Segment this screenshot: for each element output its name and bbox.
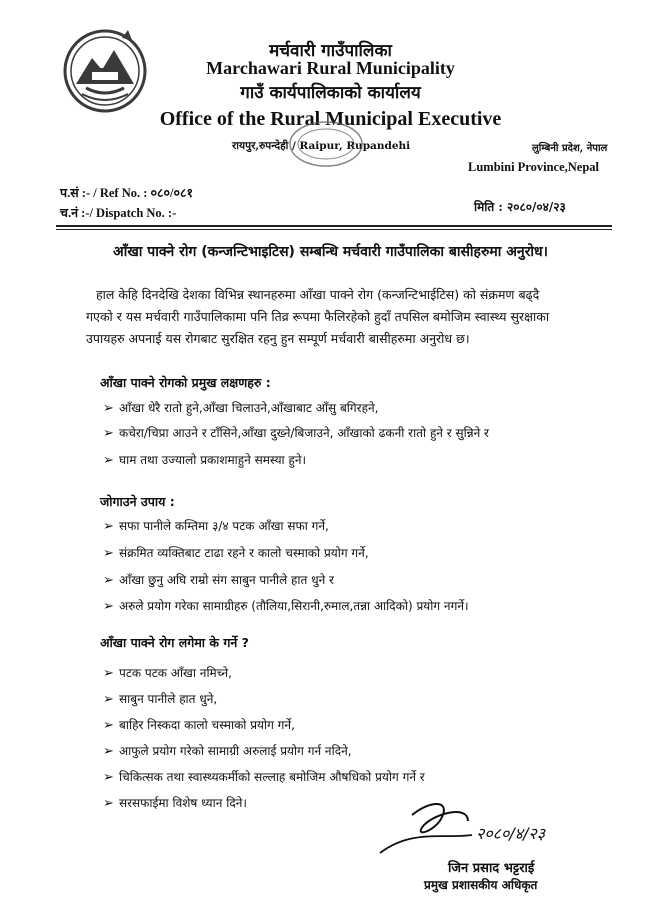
- list-item: ➢ बाहिर निस्कदा कालो चस्माको प्रयोग गर्ने,: [103, 718, 295, 733]
- arrow-bullet-icon: ➢: [103, 546, 114, 561]
- dispatch-number: च.नं :-/ Dispatch No. :-: [60, 206, 177, 220]
- svg-text:२०८०/४/२३: २०८०/४/२३: [476, 824, 546, 843]
- arrow-bullet-icon: ➢: [103, 770, 114, 785]
- header-divider-thin: [56, 229, 612, 230]
- symptoms-heading: आँखा पाक्ने रोगको प्रमुख लक्षणहरु :: [100, 375, 271, 390]
- arrow-bullet-icon: ➢: [103, 573, 114, 588]
- intro-line: हाल केहि दिनदेखि देशका विभिन्न स्थानहरुमा आँखा पाक्ने रोग (कन्जन्टिभाईटिस) को संक्रमण बढ्दै: [96, 287, 540, 302]
- arrow-bullet-icon: ➢: [103, 718, 114, 733]
- signatory-name: जिन प्रसाद भट्टराई: [448, 861, 535, 876]
- address: रायपुर,रुपन्देही / Raipur, Rupandehi: [232, 140, 411, 152]
- province-nepali: लुम्बिनी प्रदेश, नेपाल: [532, 143, 608, 154]
- arrow-bullet-icon: ➢: [103, 426, 114, 441]
- office-name-english: Office of the Rural Municipal Executive: [159, 108, 502, 130]
- municipality-name-nepali: मर्चवारी गाउँपालिका: [269, 41, 392, 61]
- office-name-nepali: गाउँ कार्यपालिकाको कार्यालय: [240, 83, 421, 103]
- official-stamp: [286, 118, 366, 170]
- if-infected-heading: आँखा पाक्ने रोग लगेमा के गर्ने ?: [100, 635, 249, 650]
- handwritten-signature: [372, 795, 602, 865]
- header-divider: [56, 225, 612, 227]
- list-item: ➢ घाम तथा उज्यालो प्रकाशमाहुने समस्या हुने।: [103, 453, 307, 468]
- list-item: ➢ चिकित्सक तथा स्वास्थ्यकर्मीको सल्लाह बमोजिम औषधिको प्रयोग गर्ने र: [103, 770, 425, 785]
- list-item: ➢ सरसफाईमा विशेष ध्यान दिने।: [103, 796, 247, 811]
- list-item: ➢ आँखा छुनु अघि राम्रो संग साबुन पानीले हात धुने र: [103, 573, 334, 588]
- arrow-bullet-icon: ➢: [103, 666, 114, 681]
- prevention-heading: जोगाउने उपाय :: [100, 494, 175, 509]
- province-english: Lumbini Province,Nepal: [468, 160, 600, 174]
- intro-paragraph: [86, 284, 612, 350]
- arrow-bullet-icon: ➢: [103, 796, 114, 811]
- list-item: ➢ आफुले प्रयोग गरेको सामाग्री अरुलाई प्रयोग गर्न नदिने,: [103, 744, 352, 759]
- list-item: ➢ संक्रमित व्यक्तिबाट टाढा रहने र कालो चस्माको प्रयोग गर्ने,: [103, 546, 369, 561]
- arrow-bullet-icon: ➢: [103, 744, 114, 759]
- intro-line: गएको र यस मर्चवारी गाउँपालिकामा पनि तिव्र रूपमा फैलिरहेको हुदाँ तपसिल बमोजिम स्वास्थ्य सुरक्षाका: [86, 309, 550, 324]
- signatory-title: प्रमुख प्रशासकीय अधिकृत: [424, 878, 538, 892]
- reference-number: प.सं :- / Ref No. : ०८०/०८१: [60, 186, 193, 200]
- subject-line: आँखा पाक्ने रोग (कन्जन्टिभाइटिस) सम्बन्धि मर्चवारी गाउँपालिका बासीहरुमा अनुरोध।: [113, 244, 548, 260]
- list-item: ➢ अरुले प्रयोग गरेका सामाग्रीहरु (तौलिया,सिरानी,रुमाल,तन्ना आदिको) प्रयोग नगर्ने।: [103, 599, 469, 614]
- arrow-bullet-icon: ➢: [103, 519, 114, 534]
- list-item: ➢ आँखा धेरै रातो हुने,आँखा चिलाउने,आँखाबाट आँसु बगिरहने,: [103, 401, 379, 416]
- municipality-name-english: Marchawari Rural Municipality: [206, 58, 455, 78]
- arrow-bullet-icon: ➢: [103, 453, 114, 468]
- list-item: ➢ कचेरा/चिप्रा आउने र टाँसिने,आँखा दुख्ने/बिजाउने, आँखाको ढकनी रातो हुने र सुन्निने र: [103, 426, 489, 441]
- list-item: ➢ सफा पानीले कम्तिमा ३/४ पटक आँखा सफा गर्ने,: [103, 519, 329, 534]
- list-item: ➢ पटक पटक आँखा नमिच्ने,: [103, 666, 232, 681]
- list-item: ➢ साबुन पानीले हात धुने,: [103, 692, 218, 707]
- letter-date: मिति : २०८०/०४/२३: [474, 200, 566, 214]
- intro-line: उपायहरु अपनाई यस रोगबाट सुरक्षित रहनु हुन सम्पूर्ण मर्चवारी बासीहरुमा अनुरोध छ।: [86, 331, 470, 346]
- arrow-bullet-icon: ➢: [103, 692, 114, 707]
- arrow-bullet-icon: ➢: [103, 401, 114, 416]
- arrow-bullet-icon: ➢: [103, 599, 114, 614]
